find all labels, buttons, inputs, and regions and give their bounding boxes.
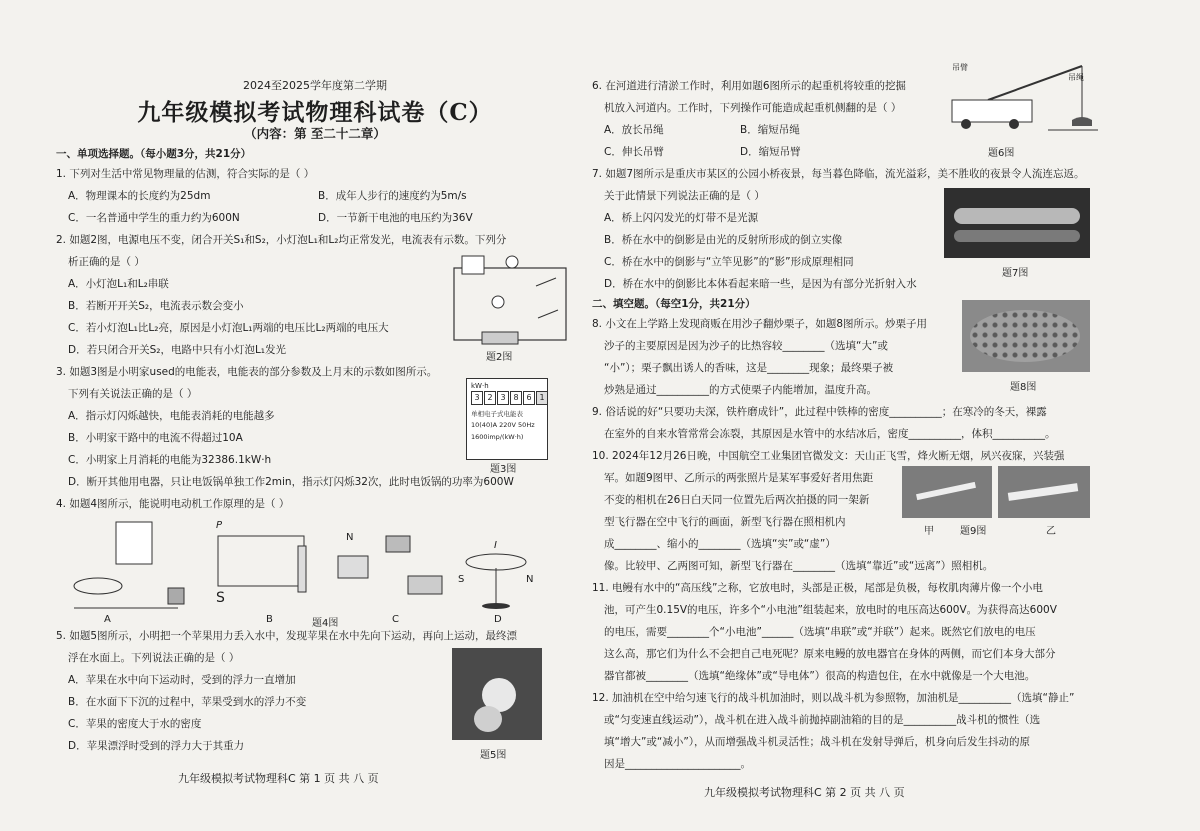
energy-meter-figure bbox=[466, 378, 548, 460]
q3-option-a: A．指示灯闪烁越快，电能表消耗的电能越多 bbox=[68, 410, 275, 422]
q9-line-1: 9. 俗话说的好“只要功夫深，铁杵磨成针”，此过程中铁棒的密度__________；在寒冷的冬天，裸露 bbox=[592, 406, 1047, 418]
q12-line-1: 12. 加油机在空中给匀速飞行的战斗机加油时，则以战斗机为参照物，加油机是__________（选填“静止” bbox=[592, 692, 1075, 704]
fig4-label-s2: S bbox=[458, 574, 465, 585]
q6-stem-2: 机放入河道内。工作时，下列操作可能造成起重机侧翻的是（ ） bbox=[604, 102, 902, 114]
figure-8-caption: 题8图 bbox=[1010, 382, 1037, 393]
q7-stem-1: 7. 如题7图所示是重庆市某区的公园小桥夜景，每当暮色降临，流光溢彩，美不胜收的夜景令人流连忘返。 bbox=[592, 168, 1085, 180]
meter-digit: 3 bbox=[497, 391, 509, 405]
q10-line-3: 不变的相机在26日白天同一位置先后两次拍摄的同一架新 bbox=[604, 494, 870, 506]
fig4-label-i: I bbox=[494, 540, 497, 551]
meter-digits bbox=[471, 391, 549, 405]
q10-line-2: 军。如题9图甲、乙所示的两张照片是某军事爱好者用焦距 bbox=[604, 472, 874, 484]
q11-line-4: 这么高，那它们为什么不会把自己电死呢？原来电鳗的放电器官在身体的两侧，而它们本身大部分 bbox=[604, 648, 1056, 660]
section-1-title: 一、单项选择题。（每小题3分，共21分） bbox=[56, 148, 252, 160]
fig4-label-n: N bbox=[346, 532, 354, 543]
fig4-option-d-label: D bbox=[494, 614, 502, 625]
q7-stem-2: 关于此情景下列说法正确的是（ ） bbox=[604, 190, 765, 202]
q7-option-d: D．桥在水中的倒影比本体看起来暗一些，是因为有部分光折射入水 bbox=[604, 278, 917, 290]
q5-option-b: B．在水面下下沉的过程中，苹果受到水的浮力不变 bbox=[68, 696, 307, 708]
q6-option-a: A．放长吊绳 bbox=[604, 124, 664, 136]
page-title: 九年级模拟考试物理科试卷（C） bbox=[137, 99, 493, 126]
meter-digit: 1 bbox=[536, 391, 548, 405]
q12-line-4: 因是______________________。 bbox=[604, 758, 751, 770]
q1-stem: 1. 下列对生活中常见物理量的估测，符合实际的是（ ） bbox=[56, 168, 315, 180]
circuit-figure-2 bbox=[446, 252, 574, 352]
section-2-title: 二、填空题。（每空1分，共21分） bbox=[592, 298, 756, 310]
q8-line-2: 沙子的主要原因是因为沙子的比热容较________（选填“大”或 bbox=[604, 340, 888, 352]
apple-in-water-photo bbox=[452, 648, 542, 740]
fig4-label-n2: N bbox=[526, 574, 534, 585]
page-1 bbox=[56, 0, 574, 831]
meter-digit: 3 bbox=[471, 391, 483, 405]
figure-4-caption: 题4图 bbox=[312, 618, 339, 629]
fig4-option-a-label: A bbox=[104, 614, 111, 625]
meter-label-3: 1600imp/(kW·h) bbox=[471, 433, 524, 441]
meter-label-1: 单相电子式电能表 bbox=[471, 410, 523, 418]
q8-line-1: 8. 小文在上学路上发现商贩在用沙子翻炒栗子，如题8图所示。炒栗子用 bbox=[592, 318, 928, 330]
q3-option-b: B．小明家干路中的电流不得超过10A bbox=[68, 432, 243, 444]
content-scope: （内容：第 至二十二章） bbox=[244, 126, 386, 141]
q11-line-3: 的电压，需要________个“小电池”______（选填“串联”或“并联”）起来。既然它们放电的电压 bbox=[604, 626, 1036, 638]
q6-option-b: B．缩短吊绳 bbox=[740, 124, 800, 136]
q2-option-d: D．若只闭合开关S₂，电路中只有小灯泡L₁发光 bbox=[68, 344, 287, 356]
bridge-night-photo bbox=[944, 188, 1090, 258]
q11-line-5: 器官都被________（选填“绝缘体”或“导电体”）很高的构造包住，在水中就像是一个大电池。 bbox=[604, 670, 1036, 682]
meter-digit: 8 bbox=[510, 391, 522, 405]
figure-5-caption: 题5图 bbox=[480, 750, 507, 761]
q1-option-b: B．成年人步行的速度约为5m/s bbox=[318, 190, 467, 202]
photo-b-label: 乙 bbox=[1046, 526, 1056, 537]
meter-digit: 6 bbox=[523, 391, 535, 405]
q11-line-2: 池，可产生0.15V的电压，许多个“小电池”组装起来，放电时的电压高达600V。为获得高达600V bbox=[604, 604, 1057, 616]
q1-option-d: D．一节新干电池的电压约为36V bbox=[318, 212, 473, 224]
crane-arm-label: 吊臂 bbox=[952, 63, 968, 72]
page-2 bbox=[592, 0, 1102, 831]
figure-4-devices bbox=[68, 516, 538, 616]
footer-right: 九年级模拟考试物理科C 第 2 页 共 八 页 bbox=[704, 786, 905, 799]
q11-line-1: 11. 电鳗有水中的“高压线”之称，它放电时，头部是正极，尾部是负极，每枚肌肉薄片像一个小电 bbox=[592, 582, 1043, 594]
q7-option-c: C．桥在水中的倒影与“立竿见影”的“影”形成原理相同 bbox=[604, 256, 854, 268]
q12-line-3: 填“增大”或“减小”），从而增强战斗机灵活性；战斗机在发射导弹后，机身向后发生抖动的原 bbox=[604, 736, 1031, 748]
q2-option-a: A．小灯泡L₁和L₂串联 bbox=[68, 278, 169, 290]
crane-rope-label: 吊绳 bbox=[1068, 73, 1084, 82]
q8-line-3: “小”）；栗子飘出诱人的香味，这是________现象；最终栗子被 bbox=[604, 362, 894, 374]
q3-option-c: C．小明家上月消耗的电能为32386.1kW·h bbox=[68, 454, 272, 466]
q2-option-c: C．若小灯泡L₁比L₂亮，原因是小灯泡L₁两端的电压比L₂两端的电压大 bbox=[68, 322, 389, 334]
q2-stem-1: 2. 如题2图，电源电压不变，闭合开关S₁和S₂，小灯泡L₁和L₂均正常发光，电流表有示数。下列分 bbox=[56, 234, 507, 246]
q5-stem-2: 浮在水面上。下列说法正确的是（ ） bbox=[68, 652, 240, 664]
q10-line-4: 型飞行器在空中飞行的画面，新型飞行器在照相机内 bbox=[604, 516, 846, 528]
school-year: 2024至2025学年度第二学期 bbox=[243, 79, 387, 92]
q3-stem-2: 下列有关说法正确的是（ ） bbox=[68, 388, 198, 400]
figure-3-caption: 题3图 bbox=[490, 464, 517, 475]
meter-digit: 2 bbox=[484, 391, 496, 405]
q12-line-2: 或“匀变速直线运动”），战斗机在进入战斗前抛掉副油箱的目的是__________战斗机的惯性（选 bbox=[604, 714, 1041, 726]
q3-option-d: D．断开其他用电器，只让电饭锅单独工作2min，指示灯闪烁32次，此时电饭锅的功率为600W bbox=[68, 476, 514, 488]
q10-line-1: 10. 2024年12月26日晚，中国航空工业集团官微发文：天山正飞雪，烽火断无烟，夙兴夜寐，兴装强 bbox=[592, 450, 1065, 462]
meter-label-2: 10(40)A 220V 50Hz bbox=[471, 421, 535, 429]
figure-6-caption: 题6图 bbox=[988, 148, 1015, 159]
aircraft-photo-b bbox=[998, 466, 1090, 518]
roasted-chestnuts-photo bbox=[962, 300, 1090, 372]
q3-stem-1: 3. 如题3图是小明家used的电能表，电能表的部分参数及上月末的示数如图所示。 bbox=[56, 366, 438, 378]
q7-option-b: B．桥在水中的倒影是由光的反射所形成的倒立实像 bbox=[604, 234, 843, 246]
q5-stem-1: 5. 如题5图所示，小明把一个苹果用力丢入水中，发现苹果在水中先向下运动，再向上运动，最终漂 bbox=[56, 630, 518, 642]
q2-stem-2: 析正确的是（ ） bbox=[68, 256, 145, 268]
q4-stem: 4. 如题4图所示，能说明电动机工作原理的是（ ） bbox=[56, 498, 290, 510]
q1-option-c: C．一名普通中学生的重力约为600N bbox=[68, 212, 240, 224]
q2-option-b: B．若断开开关S₂，电流表示数会变小 bbox=[68, 300, 244, 312]
q6-stem-1: 6. 在河道进行清淤工作时，利用如题6图所示的起重机将较重的挖掘 bbox=[592, 80, 907, 92]
fig4-label-p: P bbox=[216, 520, 223, 531]
q10-line-5: 成________、缩小的________（选填“实”或“虚”） bbox=[604, 538, 836, 550]
q1-option-a: A．物理课本的长度约为25dm bbox=[68, 190, 211, 202]
fig4-label-s: S bbox=[216, 590, 225, 606]
q5-option-c: C．苹果的密度大于水的密度 bbox=[68, 718, 202, 730]
fig4-option-c-label: C bbox=[392, 614, 399, 625]
q7-option-a: A．桥上闪闪发光的灯带不是光源 bbox=[604, 212, 759, 224]
aircraft-photo-a bbox=[902, 466, 992, 518]
meter-unit: kW·h bbox=[471, 382, 489, 390]
q10-line-6: 像。比较甲、乙两图可知，新型飞行器在________（选填“靠近”或“远离”）照相机。 bbox=[604, 560, 994, 572]
q5-option-d: D．苹果漂浮时受到的浮力大于其重力 bbox=[68, 740, 245, 752]
q6-option-d: D．缩短吊臂 bbox=[740, 146, 801, 158]
footer-left: 九年级模拟考试物理科C 第 1 页 共 八 页 bbox=[178, 772, 379, 785]
figure-2-caption: 题2图 bbox=[486, 352, 513, 363]
q5-option-a: A．苹果在水中向下运动时，受到的浮力一直增加 bbox=[68, 674, 296, 686]
fig4-option-b-label: B bbox=[266, 614, 273, 625]
figure-7-caption: 题7图 bbox=[1002, 268, 1029, 279]
photo-a-label: 甲 bbox=[924, 526, 934, 537]
q9-line-2: 在室外的自来水管常常会冻裂，其原因是水管中的水结冰后，密度__________，体积__________。 bbox=[604, 428, 1056, 440]
q8-line-4: 炒熟是通过__________的方式使栗子内能增加，温度升高。 bbox=[604, 384, 877, 396]
q6-option-c: C．伸长吊臂 bbox=[604, 146, 664, 158]
figure-9-caption: 题9图 bbox=[960, 526, 987, 537]
